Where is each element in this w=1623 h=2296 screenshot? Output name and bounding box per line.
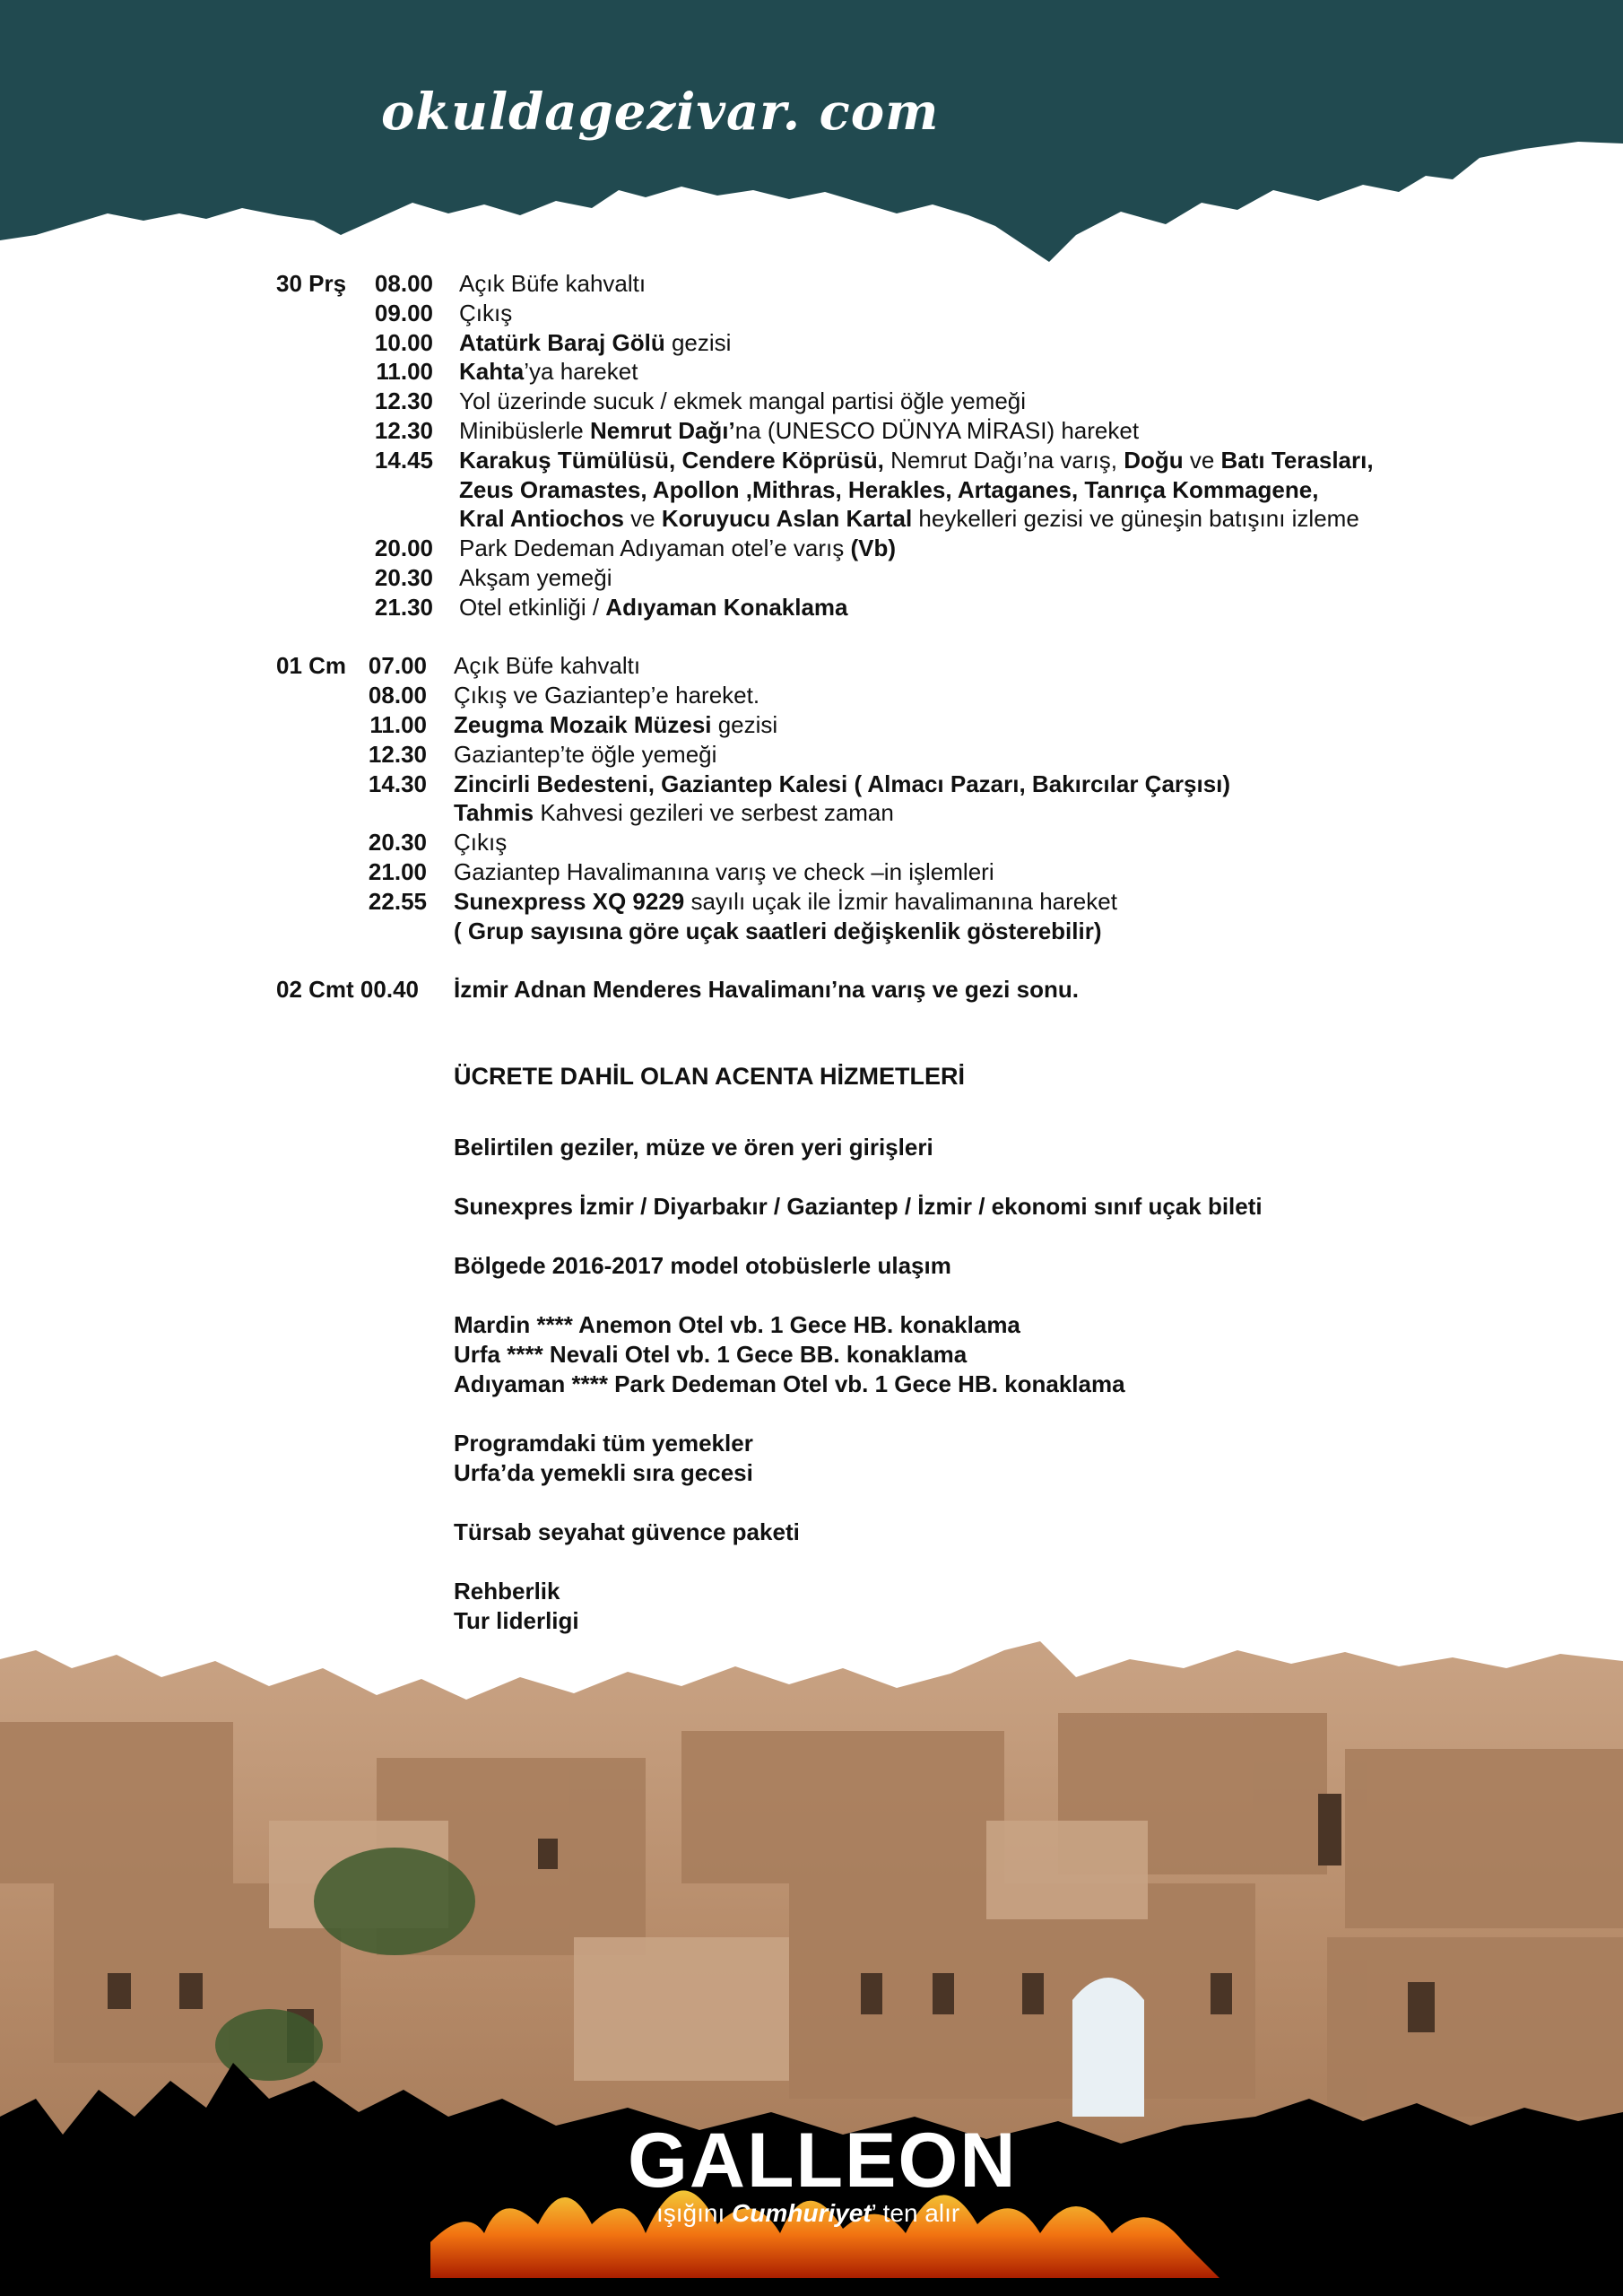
logo-tagline bbox=[656, 2199, 959, 2228]
activity-text bbox=[454, 828, 507, 857]
plain-text: Nemrut Dağı’na varış, bbox=[883, 446, 1124, 474]
time-label: 20.30 bbox=[368, 829, 427, 857]
activity-text bbox=[459, 446, 1374, 475]
service-item: Sunexpres İzmir / Diyarbakır / Gaziantep / İzmir / ekonomi sınıf uçak bileti bbox=[454, 1193, 1263, 1220]
time-label: 07.00 bbox=[368, 652, 427, 680]
time-label: 10.00 bbox=[374, 328, 433, 356]
plain-text: Çıkış bbox=[459, 299, 513, 326]
itinerary-row bbox=[0, 387, 1623, 416]
service-item: Belirtilen geziler, müze ve ören yeri girişleri bbox=[454, 1134, 933, 1161]
time-label: 22.55 bbox=[368, 887, 427, 915]
plain-text: heykelleri gezisi ve güneşin batışını izleme bbox=[912, 505, 1359, 533]
activity-text bbox=[459, 504, 1359, 534]
plain-text: gezisi bbox=[664, 328, 732, 356]
bold-text: (Vb) bbox=[850, 535, 896, 562]
bold-text: Zeus Oramastes, Apollon ,Mithras, Herakles, Artaganes, Tanrıça Kommagene, bbox=[459, 475, 1319, 503]
activity-text bbox=[454, 681, 759, 710]
itinerary-row bbox=[0, 740, 1623, 770]
services-list bbox=[454, 1133, 1263, 1636]
service-item: Rehberlik bbox=[454, 1578, 560, 1605]
service-group bbox=[454, 1251, 1263, 1281]
service-group bbox=[454, 1133, 1263, 1162]
bold-text: ( Grup sayısına göre uçak saatleri değişkenlik gösterebilir) bbox=[454, 917, 1102, 944]
activity-text bbox=[454, 651, 640, 681]
time-label: 20.00 bbox=[374, 535, 433, 562]
activity-text bbox=[459, 299, 512, 328]
plain-text: Park Dedeman Adıyaman otel’e varış bbox=[459, 535, 851, 562]
service-item: Türsab seyahat güvence paketi bbox=[454, 1518, 800, 1545]
bold-text: Atatürk Baraj Gölü bbox=[459, 328, 665, 356]
activity-text bbox=[459, 563, 612, 593]
time-label: 11.00 bbox=[376, 358, 433, 386]
tagline-emphasis: Cumhuriyet bbox=[732, 2199, 872, 2227]
plain-text: ’ya hareket bbox=[524, 358, 638, 386]
service-item: Programdaki tüm yemekler bbox=[454, 1430, 753, 1457]
activity-text bbox=[459, 534, 896, 563]
activity-text bbox=[454, 770, 1230, 799]
time-label: 08.00 bbox=[374, 270, 433, 297]
service-group bbox=[454, 1310, 1263, 1399]
service-item: Bölgede 2016-2017 model otobüslerle ulaşım bbox=[454, 1252, 951, 1279]
itinerary-row bbox=[0, 299, 1623, 328]
activity-text bbox=[454, 857, 994, 887]
bold-text: Zincirli Bedesteni, Gaziantep Kalesi ( Almacı Pazarı, Bakırcılar Çarşısı) bbox=[454, 770, 1231, 797]
activity-text bbox=[454, 710, 777, 740]
activity-text bbox=[459, 593, 848, 622]
time-label: 20.30 bbox=[374, 564, 433, 591]
services-title: ÜCRETE DAHİL OLAN ACENTA HİZMETLERİ bbox=[454, 1063, 965, 1090]
plain-text: Yol üzerinde sucuk / ekmek mangal partisi öğle yemeği bbox=[459, 387, 1027, 415]
plain-text: Akşam yemeği bbox=[459, 564, 612, 591]
plain-text: ve bbox=[1183, 446, 1221, 474]
plain-text: Açık Büfe kahvaltı bbox=[459, 270, 647, 297]
itinerary-row bbox=[0, 798, 1623, 828]
plain-text: Çıkış bbox=[454, 829, 508, 857]
itinerary-row bbox=[0, 710, 1623, 740]
bold-text: Karakuş Tümülüsü, Cendere Köprüsü, bbox=[459, 446, 884, 474]
plain-text: Otel etkinliği / bbox=[459, 593, 606, 621]
activity-text bbox=[459, 357, 638, 387]
time-label: 09.00 bbox=[374, 299, 433, 326]
itinerary-row bbox=[0, 857, 1623, 887]
service-group bbox=[454, 1429, 1263, 1488]
activity-text bbox=[454, 887, 1117, 917]
bold-text: Doğu bbox=[1124, 446, 1184, 474]
service-item: Mardin **** Anemon Otel vb. 1 Gece HB. konaklama bbox=[454, 1311, 1020, 1338]
itinerary-row bbox=[0, 651, 1623, 681]
itinerary-row bbox=[0, 681, 1623, 710]
activity-text: İzmir Adnan Menderes Havalimanı’na varış ve gezi sonu. bbox=[454, 976, 1079, 1004]
service-item: Tur liderligi bbox=[454, 1607, 579, 1634]
plain-text: Çıkış ve Gaziantep’e hareket. bbox=[454, 682, 760, 709]
plain-text: Gaziantep’te öğle yemeği bbox=[454, 740, 717, 768]
service-item: Urfa **** Nevali Otel vb. 1 Gece BB. konaklama bbox=[454, 1341, 968, 1368]
time-label: 21.00 bbox=[368, 858, 427, 885]
service-item: Urfa’da yemekli sıra gecesi bbox=[454, 1459, 753, 1486]
time-label: 14.30 bbox=[368, 770, 427, 797]
activity-text bbox=[459, 416, 1139, 446]
itinerary-row bbox=[0, 328, 1623, 358]
plain-text: Gaziantep Havalimanına varış ve check –in işlemleri bbox=[454, 858, 994, 885]
brand-wordmark: okuldagezivar. com bbox=[381, 83, 940, 142]
itinerary-row bbox=[0, 416, 1623, 446]
time-label: 08.00 bbox=[368, 682, 427, 709]
activity-text bbox=[459, 475, 1318, 505]
itinerary-row bbox=[0, 887, 1623, 917]
bold-text: Sunexpress XQ 9229 bbox=[454, 887, 685, 915]
itinerary-row bbox=[0, 269, 1623, 299]
service-group bbox=[454, 1192, 1263, 1222]
activity-text bbox=[459, 328, 731, 358]
service-group bbox=[454, 1518, 1263, 1547]
tagline-post: ’ ten alır bbox=[871, 2199, 960, 2227]
day-label: 02 Cmt 00.40 bbox=[276, 976, 419, 1004]
activity-text bbox=[459, 387, 1026, 416]
bold-text: Adıyaman Konaklama bbox=[605, 593, 848, 621]
plain-text: Kahvesi gezileri ve serbest zaman bbox=[534, 799, 894, 827]
itinerary-row bbox=[0, 770, 1623, 799]
activity-text bbox=[454, 740, 716, 770]
itinerary-row bbox=[0, 563, 1623, 593]
mardin-photo bbox=[0, 1614, 1623, 2296]
itinerary-row bbox=[0, 475, 1623, 505]
time-label: 21.30 bbox=[374, 593, 433, 621]
bold-text: Koruyucu Aslan Kartal bbox=[661, 505, 913, 533]
service-item: Adıyaman **** Park Dedeman Otel vb. 1 Gece HB. konaklama bbox=[454, 1370, 1125, 1397]
activity-text bbox=[454, 798, 894, 828]
plain-text: Minibüslerle bbox=[459, 417, 590, 444]
time-label: 14.45 bbox=[374, 446, 433, 474]
bold-text: Kral Antiochos bbox=[459, 505, 624, 533]
itinerary-row bbox=[0, 534, 1623, 563]
day-label: 01 Cm bbox=[276, 652, 347, 680]
time-label: 11.00 bbox=[369, 711, 427, 738]
bold-text: Nemrut Dağı’ bbox=[589, 417, 735, 444]
galleon-logo bbox=[421, 2117, 1228, 2260]
bold-text: Zeugma Mozaik Müzesi bbox=[454, 711, 712, 738]
bold-text: Kahta bbox=[459, 358, 525, 386]
time-label: 12.30 bbox=[374, 417, 433, 444]
plain-text: ve bbox=[623, 505, 662, 533]
plain-text: na (UNESCO DÜNYA MİRASI) hareket bbox=[734, 417, 1140, 444]
plain-text: Açık Büfe kahvaltı bbox=[454, 652, 641, 680]
bold-text: Batı Terasları, bbox=[1220, 446, 1374, 474]
time-label: 12.30 bbox=[374, 387, 433, 415]
bold-text: Tahmis bbox=[454, 799, 534, 827]
itinerary-row bbox=[0, 504, 1623, 534]
itinerary-row bbox=[0, 446, 1623, 475]
plain-text: gezisi bbox=[711, 711, 778, 738]
day-label: 30 Prş bbox=[276, 270, 347, 297]
included-services bbox=[454, 1062, 1263, 1665]
tagline-pre: ışığını bbox=[656, 2199, 733, 2227]
itinerary-row bbox=[0, 975, 1623, 1004]
itinerary-row bbox=[0, 593, 1623, 622]
itinerary-row bbox=[0, 828, 1623, 857]
itinerary-row bbox=[0, 357, 1623, 387]
itinerary-row bbox=[0, 917, 1623, 946]
time-label: 12.30 bbox=[368, 740, 427, 768]
activity-text bbox=[459, 269, 646, 299]
plain-text: sayılı uçak ile İzmir havalimanına hareket bbox=[684, 887, 1117, 915]
activity-text bbox=[454, 917, 1102, 946]
logo-wordmark: GALLEON bbox=[628, 2118, 1018, 2204]
header-band bbox=[0, 0, 1623, 269]
